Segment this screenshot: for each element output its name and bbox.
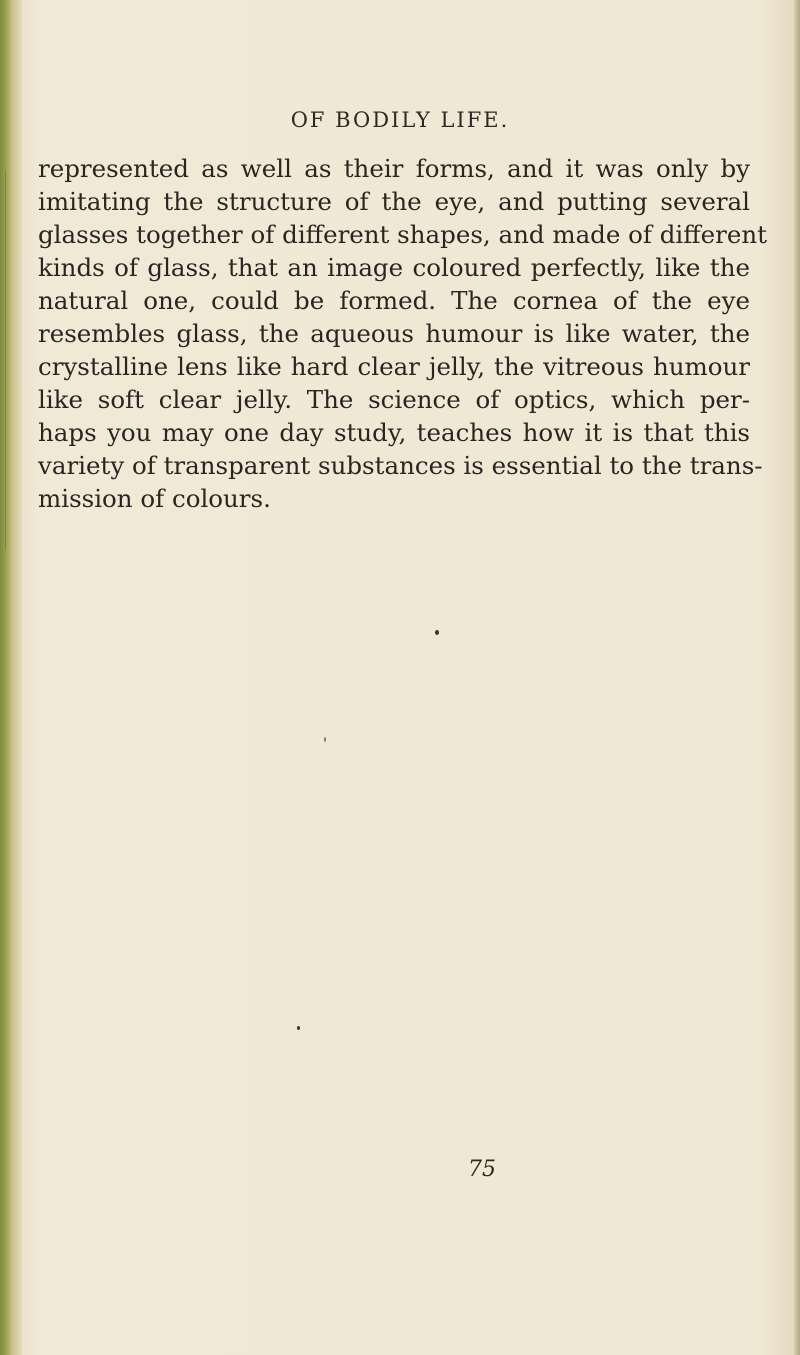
- text-line: represented as well as their forms, and it was only by: [38, 154, 750, 183]
- ink-speck: [324, 737, 326, 742]
- text-line: resembles glass, the aqueous humour is like water, the: [38, 319, 750, 348]
- page-number: 75: [468, 1157, 496, 1182]
- body-paragraph: [38, 152, 768, 515]
- text-line: imitating the structure of the eye, and putting several: [38, 187, 750, 216]
- running-head: OF BODILY LIFE.: [290, 108, 510, 132]
- text-line: like soft clear jelly. The science of optics, which per-: [38, 385, 750, 414]
- page-edge: [794, 0, 800, 1355]
- text-line: mission of colours.: [38, 484, 271, 513]
- text-line: variety of transparent substances is essential to the trans-: [38, 451, 763, 480]
- binding-shadow: [5, 170, 18, 550]
- binding-edge: [0, 0, 22, 1355]
- text-line: kinds of glass, that an image coloured perfectly, like the: [38, 253, 750, 282]
- ink-speck: [297, 1026, 300, 1030]
- text-line: glasses together of different shapes, and made of different: [38, 220, 768, 249]
- ink-speck: [435, 630, 439, 635]
- text-line: natural one, could be formed. The cornea of the eye: [38, 286, 750, 315]
- text-line: haps you may one day study, teaches how it is that this: [38, 418, 750, 447]
- text-line: crystalline lens like hard clear jelly, the vitreous humour: [38, 352, 750, 381]
